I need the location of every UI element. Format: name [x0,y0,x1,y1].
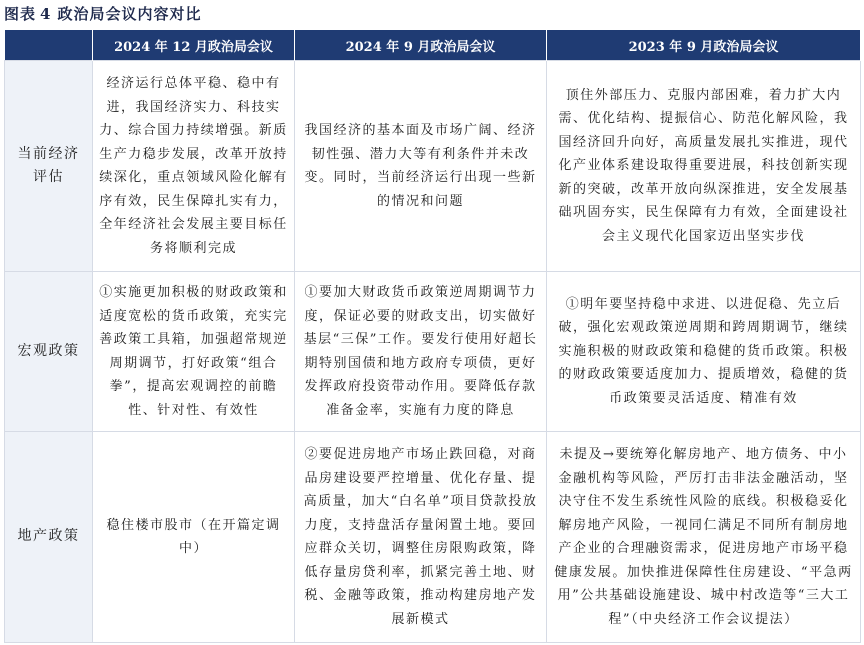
row-header-macro-policy: 宏观政策 [5,272,93,432]
table-cell: ①要加大财政货币政策逆周期调节力度，保证必要的财政支出，切实做好基层“三保”工作。要发行使用好超长期特别国债和地方政府专项债，更好发挥政府投资带动作用。要降低存款准备金率，实施有力度的降息 [295,272,547,432]
table-row [5,272,861,432]
table-header-row [5,30,861,61]
figure-caption: 政治局会议内容对比 [57,5,202,23]
table-row [5,432,861,643]
table-row [5,61,861,272]
table-cell: 稳住楼市股市（在开篇定调中） [93,432,295,643]
table-cell: ①实施更加积极的财政政策和适度宽松的货币政策，充实完善政策工具箱，加强超常规逆周期调节，打好政策“组合拳”，提高宏观调控的前瞻性、针对性、有效性 [93,272,295,432]
figure-label: 图表 [4,5,37,23]
column-header-2023-sep: 2023 年 9 月政治局会议 [547,30,861,61]
row-header-economic-assessment: 当前经济评估 [5,61,93,272]
table-cell: ②要促进房地产市场止跌回稳，对商品房建设要严控增量、优化存量、提高质量，加大“白名单”项目贷款投放力度，支持盘活存量闲置土地。要回应群众关切，调整住房限购政策，降低存量房贷利率，抓紧完善土地、财税、金融等政策，推动构建房地产发展新模式 [295,432,547,643]
table-cell: 未提及→要统筹化解房地产、地方债务、中小金融机构等风险，严厉打击非法金融活动，坚决守住不发生系统性风险的底线。积极稳妥化解房地产风险，一视同仁满足不同所有制房地产企业的合理融资需求，促进房地产市场平稳健康发展。加快推进保障性住房建设、“平急两用”公共基础设施建设、城中村改造等“三大工程”（中央经济工作会议提法） [547,432,861,643]
row-header-property-policy: 地产政策 [5,432,93,643]
corner-header-cell [5,30,93,61]
table-cell: 经济运行总体平稳、稳中有进，我国经济实力、科技实力、综合国力持续增强。新质生产力稳步发展，改革开放持续深化，重点领域风险化解有序有效，民生保障扎实有力，全年经济社会发展主要目标任务将顺利完成 [93,61,295,272]
table-cell: 顶住外部压力、克服内部困难，着力扩大内需、优化结构、提振信心、防范化解风险，我国经济回升向好，高质量发展扎实推进，现代化产业体系建设取得重要进展，科技创新实现新的突破，改革开放向纵深推进，安全发展基础巩固夯实，民生保障有力有效，全面建设社会主义现代化国家迈出坚实步伐 [547,61,861,272]
column-header-2024-sep: 2024 年 9 月政治局会议 [295,30,547,61]
figure-title [4,2,201,26]
figure-number: 4 [40,5,52,23]
comparison-table [4,30,861,643]
table-cell: 我国经济的基本面及市场广阔、经济韧性强、潜力大等有利条件并未改变。同时，当前经济运行出现一些新的情况和问题 [295,61,547,272]
table-cell: ①明年要坚持稳中求进、以进促稳、先立后破，强化宏观政策逆周期和跨周期调节，继续实施积极的财政政策和稳健的货币政策。积极的财政政策要适度加力、提质增效，稳健的货币政策要灵活适度、精准有效 [547,272,861,432]
column-header-2024-dec: 2024 年 12 月政治局会议 [93,30,295,61]
